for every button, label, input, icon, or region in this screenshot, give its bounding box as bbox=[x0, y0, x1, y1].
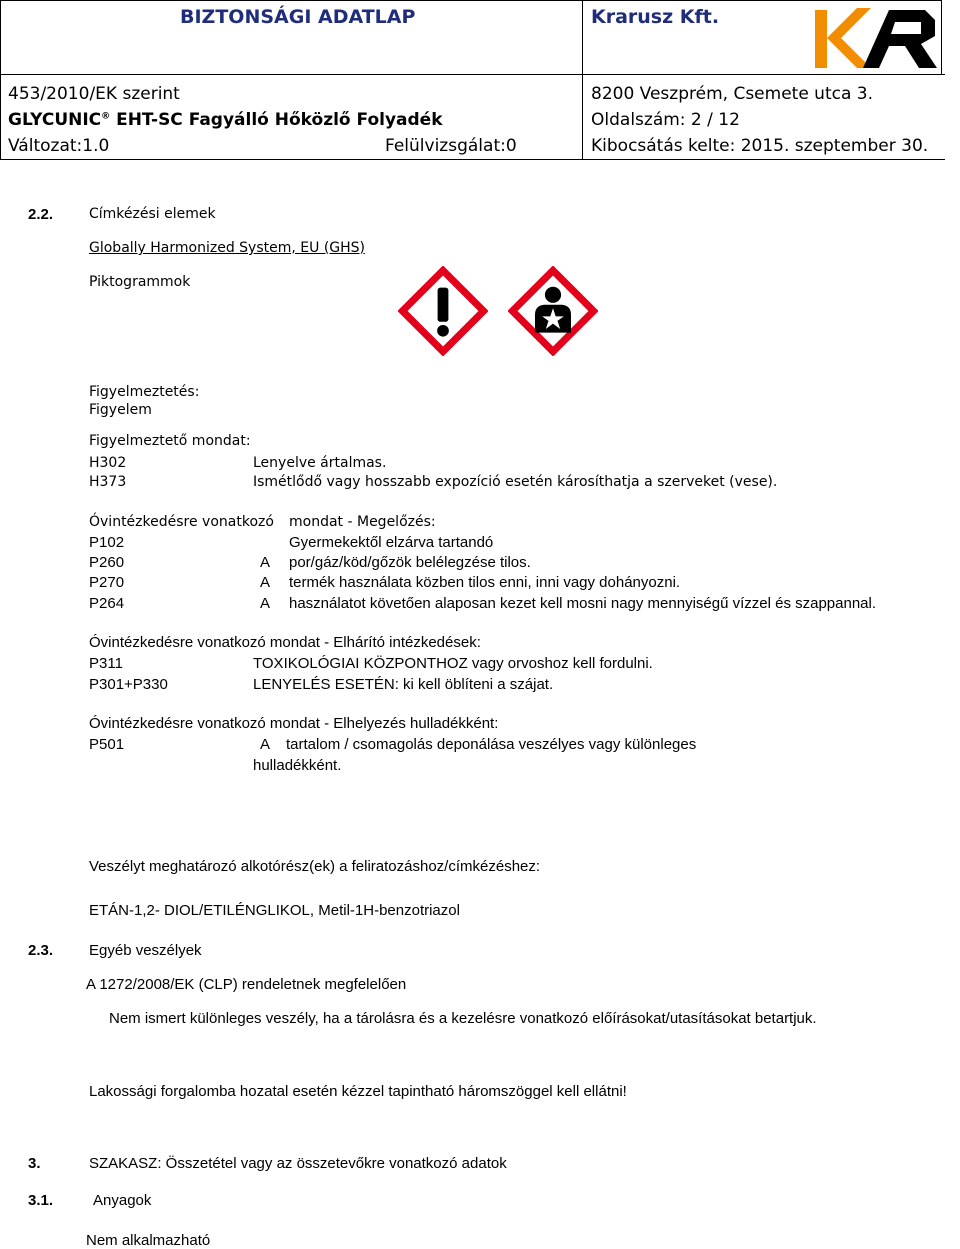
section-2-3-title: Egyéb veszélyek bbox=[89, 942, 202, 959]
prevention-text: por/gáz/köd/gőzök belélegzése tilos. bbox=[289, 554, 531, 571]
section-3-1-number: 3.1. bbox=[28, 1192, 54, 1209]
clp-reference: A 1272/2008/EK (CLP) rendeletnek megfelelően bbox=[86, 976, 407, 993]
hazard-text: Lenyelve ártalmas. bbox=[253, 455, 387, 471]
product-name bbox=[8, 110, 443, 130]
section-3-1-text: Nem alkalmazható bbox=[86, 1232, 211, 1249]
prevention-text: Gyermekektől elzárva tartandó bbox=[289, 534, 494, 551]
health-hazard-pictogram bbox=[508, 266, 598, 356]
hazard-code: H373 bbox=[89, 474, 127, 490]
section-3-number: 3. bbox=[28, 1155, 41, 1172]
no-special-hazard-text: Nem ismert különleges veszély, ha a tárolásra és a kezelésre vonatkozó előírásokat/utasításokat betartjuk. bbox=[109, 1010, 817, 1027]
review-number: Felülvizsgálat:0 bbox=[385, 136, 517, 156]
prevention-label-a: Óvintézkedésre vonatkozó bbox=[89, 514, 274, 530]
issue-date: Kibocsátás kelte: 2015. szeptember 30. bbox=[591, 136, 929, 156]
response-code: P301+P330 bbox=[89, 676, 168, 693]
company-logo bbox=[813, 2, 941, 74]
response-text: TOXIKOLÓGIAI KÖZPONTHOZ vagy orvoshoz kell fordulni. bbox=[253, 655, 653, 672]
product-description: EHT-SC Fagyálló Hőközlő Folyadék bbox=[110, 110, 443, 130]
section-2-2-title: Címkézési elemek bbox=[89, 206, 216, 222]
header-border-left bbox=[0, 0, 1, 160]
prevention-text: termék használata közben tilos enni, inni vagy dohányozni. bbox=[289, 574, 681, 591]
pictograms-label: Piktogrammok bbox=[89, 274, 191, 290]
document-title: BIZTONSÁGI ADATLAP bbox=[180, 6, 416, 28]
page-number: Oldalszám: 2 / 12 bbox=[591, 110, 740, 130]
prevention-label-b: mondat - Megelőzés: bbox=[289, 514, 436, 530]
section-2-3-number: 2.3. bbox=[28, 942, 54, 959]
disposal-code: P501 bbox=[89, 736, 125, 753]
response-label: Óvintézkedésre vonatkozó mondat - Elhárító intézkedések: bbox=[89, 634, 481, 651]
section-2-2-number: 2.2. bbox=[28, 206, 54, 223]
hazard-code: H302 bbox=[89, 455, 127, 471]
company-address: 8200 Veszprém, Csemete utca 3. bbox=[591, 84, 874, 104]
header-border-top bbox=[0, 0, 942, 1]
company-name: Krarusz Kft. bbox=[591, 6, 720, 28]
prevention-code: P260 bbox=[89, 554, 125, 571]
prevention-code: P270 bbox=[89, 574, 125, 591]
components-list: ETÁN-1,2- DIOL/ETILÉNGLIKOL, Metil-1H-benzotriazol bbox=[89, 902, 460, 919]
signal-word: Figyelem bbox=[89, 402, 152, 418]
product-brand: GLYCUNIC bbox=[8, 110, 102, 130]
prevention-code: P264 bbox=[89, 595, 125, 612]
response-text: LENYELÉS ESETÉN: ki kell öblíteni a szájat. bbox=[253, 676, 554, 693]
disposal-text-cont: hulladékként. bbox=[253, 757, 342, 774]
components-label: Veszélyt meghatározó alkotórész(ek) a feliratozáshoz/címkézéshez: bbox=[89, 858, 541, 875]
prevention-mark: A bbox=[260, 554, 271, 571]
disposal-mark: A bbox=[260, 736, 271, 753]
version: Változat:1.0 bbox=[8, 136, 110, 156]
hazard-statements-label: Figyelmeztető mondat: bbox=[89, 433, 251, 449]
signal-word-label: Figyelmeztetés: bbox=[89, 384, 200, 400]
regulation-text: 453/2010/EK szerint bbox=[8, 84, 180, 104]
tactile-warning-text: Lakossági forgalomba hozatal esetén kézzel tapintható háromszöggel kell ellátni! bbox=[89, 1083, 627, 1100]
section-3-title: SZAKASZ: Összetétel vagy az összetevőkre vonatkozó adatok bbox=[89, 1155, 507, 1172]
header-column-divider bbox=[582, 0, 583, 160]
section-3-1-title: Anyagok bbox=[93, 1192, 152, 1209]
disposal-label: Óvintézkedésre vonatkozó mondat - Elhelyezés hulladékként: bbox=[89, 715, 499, 732]
hazard-text: Ismétlődő vagy hosszabb expozíció esetén károsíthatja a szerveket (vese). bbox=[253, 474, 778, 490]
prevention-mark: A bbox=[260, 574, 271, 591]
document-header bbox=[0, 0, 960, 160]
response-code: P311 bbox=[89, 655, 123, 672]
header-border-bottom bbox=[0, 159, 945, 160]
ghs-heading: Globally Harmonized System, EU (GHS) bbox=[89, 240, 366, 256]
header-divider bbox=[0, 74, 945, 75]
registered-mark: ® bbox=[101, 111, 111, 122]
prevention-code: P102 bbox=[89, 534, 125, 551]
header-border-right bbox=[941, 0, 942, 74]
exclamation-mark-pictogram bbox=[398, 266, 488, 356]
prevention-text: használatot követően alaposan kezet kell mosni nagy mennyiségű vízzel és szappannal. bbox=[289, 595, 877, 612]
disposal-text: tartalom / csomagolás deponálása veszélyes vagy különleges bbox=[286, 736, 697, 753]
prevention-mark: A bbox=[260, 595, 271, 612]
